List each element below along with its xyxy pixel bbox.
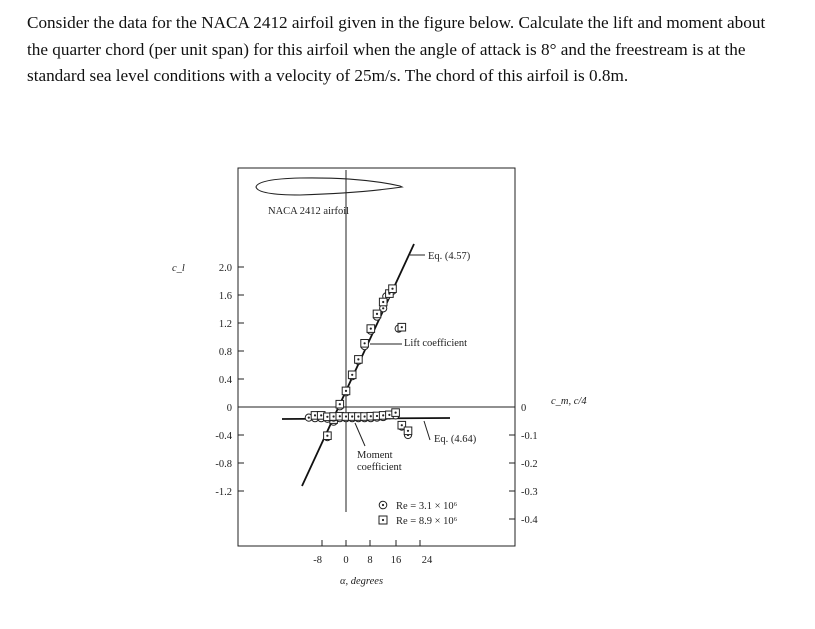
cl-square-point-dot [401, 326, 403, 328]
x-axis-ticks [313, 540, 433, 587]
cm-square-point-dot [320, 414, 322, 416]
legend-circle-marker-dot [382, 504, 384, 506]
left-axis [172, 263, 244, 498]
y-right-tick-label: -0.1 [521, 431, 538, 442]
lift-coefficient-label: Lift coefficient [404, 338, 468, 349]
x-axis-label: α, degrees [340, 576, 384, 587]
problem-statement: Consider the data for the NACA 2412 airfoil given in the figure below. Calculate the lift and moment about the quarter chord (per unit span) for this airfoil when the angle of attack is 8° and the freestream is at the standard sea level conditions with a velocity of 25m/s. The chord of this airfoil is 0.8m. [27, 13, 766, 85]
y-left-tick-label: -0.4 [215, 431, 232, 442]
cm-square-point-dot [370, 415, 372, 417]
eq-moment-leader [424, 421, 430, 440]
cm-square-point-dot [382, 414, 384, 416]
y-left-tick-label: 1.6 [218, 291, 232, 302]
cm-square-point-dot [314, 414, 316, 416]
y-right-tick-label: -0.3 [521, 487, 538, 498]
y-right-axis-label: c_m, c/4 [551, 396, 587, 407]
x-tick-label: 16 [390, 555, 402, 566]
cm-square-point-dot [357, 415, 359, 417]
cm-square-point-dot [388, 414, 390, 416]
cm-square-point-dot [339, 415, 341, 417]
cl-circle-point-dot [382, 307, 384, 309]
moment-label: coefficient [357, 462, 402, 473]
y-left-tick-label: 0 [226, 403, 232, 414]
y-left-tick-label: 1.2 [218, 319, 232, 330]
cm-square-point-dot [333, 415, 335, 417]
cl-square-point-dot [370, 328, 372, 330]
cl-square-point-dot [391, 288, 393, 290]
cm-square-point-dot [351, 415, 353, 417]
y-right-tick-label: 0 [521, 403, 527, 414]
y-left-tick-label: -0.8 [215, 459, 232, 470]
legend-label-re-8-9: Re = 8.9 × 10⁶ [396, 516, 458, 527]
x-tick-label: -8 [313, 555, 322, 566]
cm-square-point-dot [401, 424, 403, 426]
eq-moment-label: Eq. (4.64) [434, 434, 477, 445]
right-axis [509, 396, 587, 526]
cl-square-point-dot [326, 435, 328, 437]
cl-square-point-dot [351, 374, 353, 376]
y-left-tick-label: 0.4 [218, 375, 232, 386]
moment-label-leader [355, 423, 365, 446]
eq-lift-label: Eq. (4.57) [428, 251, 471, 262]
cl-square-point-dot [345, 390, 347, 392]
y-left-axis-label: c_l [172, 263, 185, 274]
cm-square-point-dot [364, 415, 366, 417]
moment-label: Moment [357, 450, 393, 461]
chart-title: NACA 2412 airfoil [268, 206, 350, 217]
cm-square-point-dot [326, 416, 328, 418]
x-tick-label: 24 [421, 555, 433, 566]
cl-square-point-dot [357, 358, 359, 360]
cl-square-point-dot [376, 313, 378, 315]
cl-square-point-dot [339, 403, 341, 405]
x-tick-label: 8 [367, 555, 373, 566]
data-markers [305, 285, 412, 441]
cm-circle-point-dot [308, 417, 310, 419]
cm-square-point-dot [395, 412, 397, 414]
y-left-tick-label: 2.0 [218, 263, 232, 274]
cm-square-point-dot [345, 415, 347, 417]
airfoil-sketch [256, 178, 402, 195]
x-tick-label: 0 [343, 555, 349, 566]
cl-square-point-dot [364, 342, 366, 344]
legend [379, 501, 458, 527]
cl-square-point-dot [382, 301, 384, 303]
y-left-tick-label: -1.2 [215, 487, 232, 498]
cm-square-point-dot [407, 430, 409, 432]
y-right-tick-label: -0.2 [521, 459, 538, 470]
cm-square-point-dot [376, 415, 378, 417]
legend-label-re-3-1: Re = 3.1 × 10⁶ [396, 501, 458, 512]
y-right-tick-label: -0.4 [521, 515, 538, 526]
y-left-tick-label: 0.8 [218, 347, 232, 358]
legend-square-marker-dot [382, 519, 384, 521]
plot-frame [238, 168, 515, 546]
